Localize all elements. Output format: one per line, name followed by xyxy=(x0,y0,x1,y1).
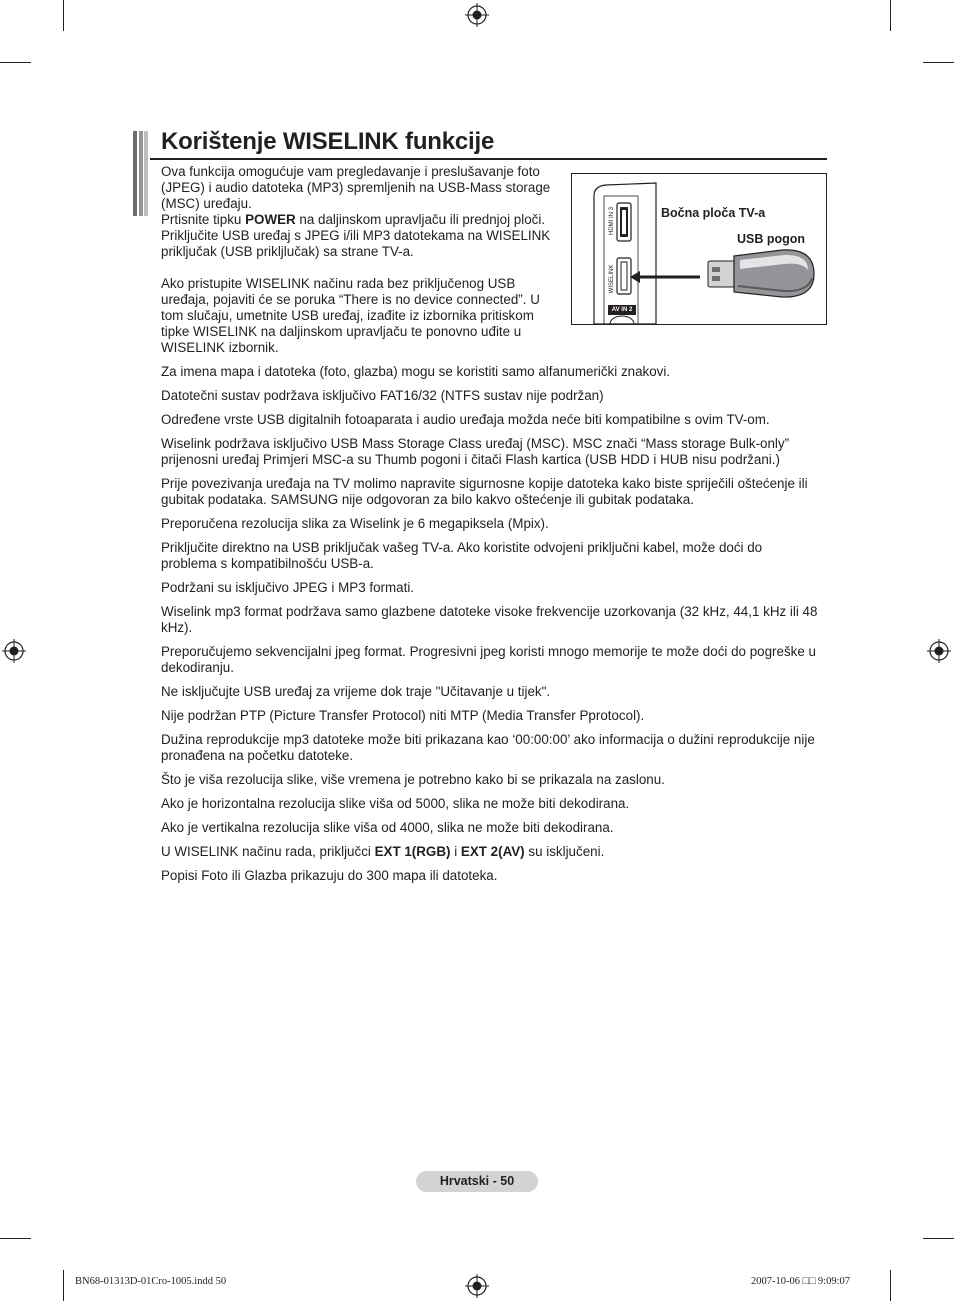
side-panel-label: Bočna ploča TV-a xyxy=(661,206,766,220)
print-date-info: 2007-10-06 □□ 9:09:07 xyxy=(751,1276,851,1287)
tv-side-panel-illustration xyxy=(572,174,826,324)
note-item: Wiselink podržava isključivo USB Mass Storage Class uređaj (MSC). MSC znači “Mass storage Bulk-only” prijenosni uređaj Primjeri MSC-a su Thumb pogoni i čitači Flash kartica (USB HDD i HUB nisu podržani.) xyxy=(161,436,790,467)
note-item: Ako je horizontalna rezolucija slike viša od 5000, slika ne može biti dekodirana. xyxy=(161,796,630,811)
note-item: Prije povezivanja uređaja na TV molimo napravite sigurnosne kopije datoteka kako biste spriječili oštećenje ili gubitak podataka. SAMSUNG nije odgovoran za bilo kakvo oštećenje ili gubitak podataka. xyxy=(161,476,808,507)
intro-section xyxy=(161,164,561,356)
note-item: Određene vrste USB digitalnih fotoaparata i audio uređaja možda neće biti kompatibilne s ovim TV-om. xyxy=(161,412,770,427)
note-item: Datotečni sustav podržava isključivo FAT16/32 (NTFS sustav nije podržan) xyxy=(161,388,604,403)
note-item: Što je viša rezolucija slike, više vremena je potrebno kako bi se prikazala na zaslonu. xyxy=(161,772,665,787)
note-item: U WISELINK načinu rada, priključci EXT 1(RGB) i EXT 2(AV) su isključeni. xyxy=(161,844,605,859)
crop-mark xyxy=(890,1270,891,1301)
crop-mark xyxy=(0,62,31,63)
intro-paragraph: Ako pristupite WISELINK načinu rada bez priključenog USB uređaja, pojaviti će se poruka “There is no device connected”. U tom slučaju, umetnite USB uređaj, izađite iz izbornika pritiskom tipke WISELINK na daljinskom upravljaču te ponovno uđite u WISELINK izbornik. xyxy=(161,276,540,355)
ext1-label: EXT 1(RGB) xyxy=(374,844,451,859)
title-underline xyxy=(150,158,827,160)
intro-paragraph: Ova funkcija omogućuje vam pregledavanje i preslušavanje foto (JPEG) i audio datoteka (MP3) spremljenih na USB-Mass storage (MSC) uređaju. xyxy=(161,164,551,211)
note-item: Ne isključujte USB uređaj za vrijeme dok traje "Učitavanje u tijek". xyxy=(161,684,551,699)
registration-mark-icon xyxy=(927,639,951,663)
note-item: Podržani su isključivo JPEG i MP3 formati. xyxy=(161,580,415,595)
note-item: Preporučena rezolucija slika za Wiselink je 6 megapiksela (Mpix). xyxy=(161,516,549,531)
registration-mark-icon xyxy=(465,1274,489,1298)
crop-mark xyxy=(923,62,954,63)
registration-mark-icon xyxy=(465,3,489,27)
registration-mark-icon xyxy=(2,639,26,663)
page-title: Korištenje WISELINK funkcije xyxy=(161,128,495,155)
usb-drive-label: USB pogon xyxy=(737,232,806,246)
note-item: Priključite direktno na USB priključak vašeg TV-a. Ako koristite odvojeni priključni kabel, može doći do problema s kompatibilnošću USB-a. xyxy=(161,540,763,571)
hdmi-port-label: HDMI IN 3 xyxy=(609,207,615,236)
note-item: Wiselink mp3 format podržava samo glazbene datoteke visoke frekvencije uzorkovanja (32 kHz, 44,1 kHz ili 48 kHz). xyxy=(161,604,818,635)
ext2-label: EXT 2(AV) xyxy=(460,844,525,859)
note-item: Popisi Foto ili Glazba prikazuju do 300 mapa ili datoteka. xyxy=(161,868,498,883)
usb-connection-figure xyxy=(571,173,827,325)
wiselink-port-label-area xyxy=(605,256,619,296)
note-item: Za imena mapa i datoteka (foto, glazba) mogu se koristiti samo alfanumerički znakovi. xyxy=(161,364,671,379)
note-item: Nije podržan PTP (Picture Transfer Protocol) niti MTP (Media Transfer Pprotocol). xyxy=(161,708,645,723)
title-accent-bar xyxy=(133,131,148,216)
hdmi-port-label-area xyxy=(605,206,619,244)
crop-mark xyxy=(923,1238,954,1239)
page-number-badge: Hrvatski - 50 xyxy=(416,1171,538,1192)
crop-mark xyxy=(63,1270,64,1301)
crop-mark xyxy=(63,0,64,31)
power-key-label: POWER xyxy=(245,212,296,227)
note-item: Preporučujemo sekvencijalni jpeg format. Progresivni jpeg koristi mnogo memorije te može doći do pogreške u dekodiranju. xyxy=(161,644,816,675)
print-file-info: BN68-01313D-01Cro-1005.indd 50 xyxy=(75,1276,227,1287)
intro-paragraph: Prtisnite tipku POWER na daljinskom upravljaču ili prednjoj ploči. Priključite USB uređaj s JPEG i/ili MP3 datotekama na WISELINK priključak (USB prikljlučak) sa strane TV-a. xyxy=(161,212,551,259)
note-item: Dužina reprodukcije mp3 datoteke može biti prikazana kao ‘00:00:00’ ako informacija o dužini reprodukcije nije pronađena na početku datoteke. xyxy=(161,732,815,763)
notes-list xyxy=(161,364,821,892)
crop-mark xyxy=(0,1238,31,1239)
av-port-label: AV IN 2 xyxy=(611,307,633,313)
wiselink-port-label: WISELINK xyxy=(609,264,615,294)
crop-mark xyxy=(890,0,891,31)
note-item: Ako je vertikalna rezolucija slike viša od 4000, slika ne može biti dekodirana. xyxy=(161,820,614,835)
